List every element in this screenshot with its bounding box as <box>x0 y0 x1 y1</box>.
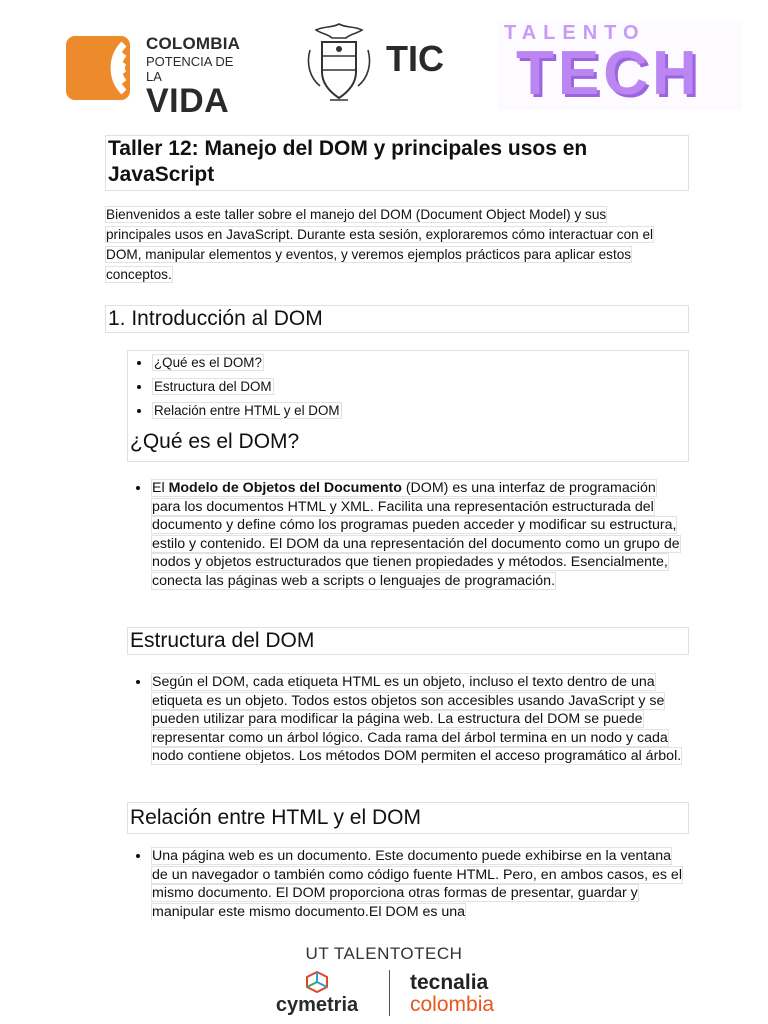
list-item <box>151 479 687 591</box>
que-es-bold-term: Modelo de Objetos del Documento <box>168 480 402 496</box>
page-cutoff <box>105 920 705 940</box>
logo-line-colombia: COLOMBIA <box>146 34 241 53</box>
list-item <box>152 375 688 399</box>
topic-list-box <box>127 350 689 462</box>
cymetria-cube-icon <box>304 970 330 994</box>
tecnalia-wordmark: tecnalia <box>410 971 489 994</box>
list-item <box>151 847 687 921</box>
talento-logo-top: TALENTO <box>504 22 646 44</box>
tic-logo-text: TIC <box>386 38 444 79</box>
topic-item-relacion: Relación entre HTML y el DOM <box>154 403 340 418</box>
logo-line-vida: VIDA <box>146 82 230 120</box>
que-es-rest: (DOM) es una interfaz de programación para los documentos HTML y XML. Facilita una representación estructurada del documento y define cómo los programas pueden acceder y modificar su estructura, estilo y contenido. El DOM da una representación del documento como un grupo de nodos y objetos estructurados que tienen propiedades y métodos. Esencialmente, conecta las páginas web a scripts o lenguajes de programación. <box>152 480 680 589</box>
estructura-text: Según el DOM, cada etiqueta HTML es un objeto, incluso el texto dentro de una etiqueta es un objeto. Todos estos objetos son accesibles usando JavaScript y se pueden utilizar para modificar la página web. La estructura del DOM se puede representar como un árbol lógico. Cada rama del árbol termina en un nodo y cada nodo contiene objetos. Los métodos DOM permiten el acceso programático al árbol. <box>152 674 682 765</box>
heading-estructura-del-dom: Estructura del DOM <box>130 629 315 652</box>
topic-item-estructura: Estructura del DOM <box>154 379 272 394</box>
list-item <box>152 351 688 375</box>
list-item <box>151 673 687 766</box>
logo-line-potencia: POTENCIA DE LA <box>146 54 234 84</box>
list-item <box>152 399 688 423</box>
que-es-text <box>151 479 681 590</box>
tecnalia-colombia-wordmark: colombia <box>410 993 495 1016</box>
section-heading-introduccion: 1. Introducción al DOM <box>108 307 323 330</box>
talento-tech-logo <box>498 20 742 110</box>
relacion-text: Una página web es un documento. Este documento puede exhibirse en la ventana de un navegador o también como código fuente HTML. Pero, en ambos casos, es el mismo documento. El DOM proporciona otras formas de presentar, guardar y manipular este mismo documento.El DOM es una <box>152 848 682 920</box>
coat-of-arms-icon <box>302 20 376 104</box>
wifi-waves-icon <box>66 36 130 100</box>
document-title: Taller 12: Manejo del DOM y principales usos en JavaScript <box>108 137 588 186</box>
estructura-section <box>127 673 687 766</box>
colombia-potencia-logo <box>66 34 246 120</box>
section-heading-box <box>105 305 689 333</box>
topic-item-que-es: ¿Qué es el DOM? <box>154 355 262 370</box>
que-es-section <box>127 479 687 591</box>
relacion-heading-box <box>127 802 689 834</box>
talento-logo-tech: TECH <box>516 39 701 108</box>
cymetria-wordmark: cymetria <box>275 994 359 1016</box>
heading-que-es-el-dom: ¿Qué es el DOM? <box>130 430 300 453</box>
cymetria-logo <box>262 970 372 1020</box>
relacion-section <box>127 847 687 921</box>
intro-paragraph <box>105 205 667 285</box>
estructura-heading-box <box>127 627 689 655</box>
tecnalia-logo <box>410 972 494 1016</box>
intro-text: Bienvenidos a este taller sobre el manejo del DOM (Document Object Model) y sus principales usos en JavaScript. Durante esta sesión, exploraremos cómo interactuar con el DOM, manipular elementos y eventos, y veremos ejemplos prácticos para aplicar estos conceptos. <box>106 207 654 282</box>
que-es-prefix: El <box>152 480 169 496</box>
topic-list <box>128 351 688 423</box>
document-title-box <box>105 135 689 191</box>
heading-relacion-html-dom: Relación entre HTML y el DOM <box>130 806 421 829</box>
footer-divider <box>389 970 390 1016</box>
footer-title: UT TALENTOTECH <box>305 944 463 963</box>
